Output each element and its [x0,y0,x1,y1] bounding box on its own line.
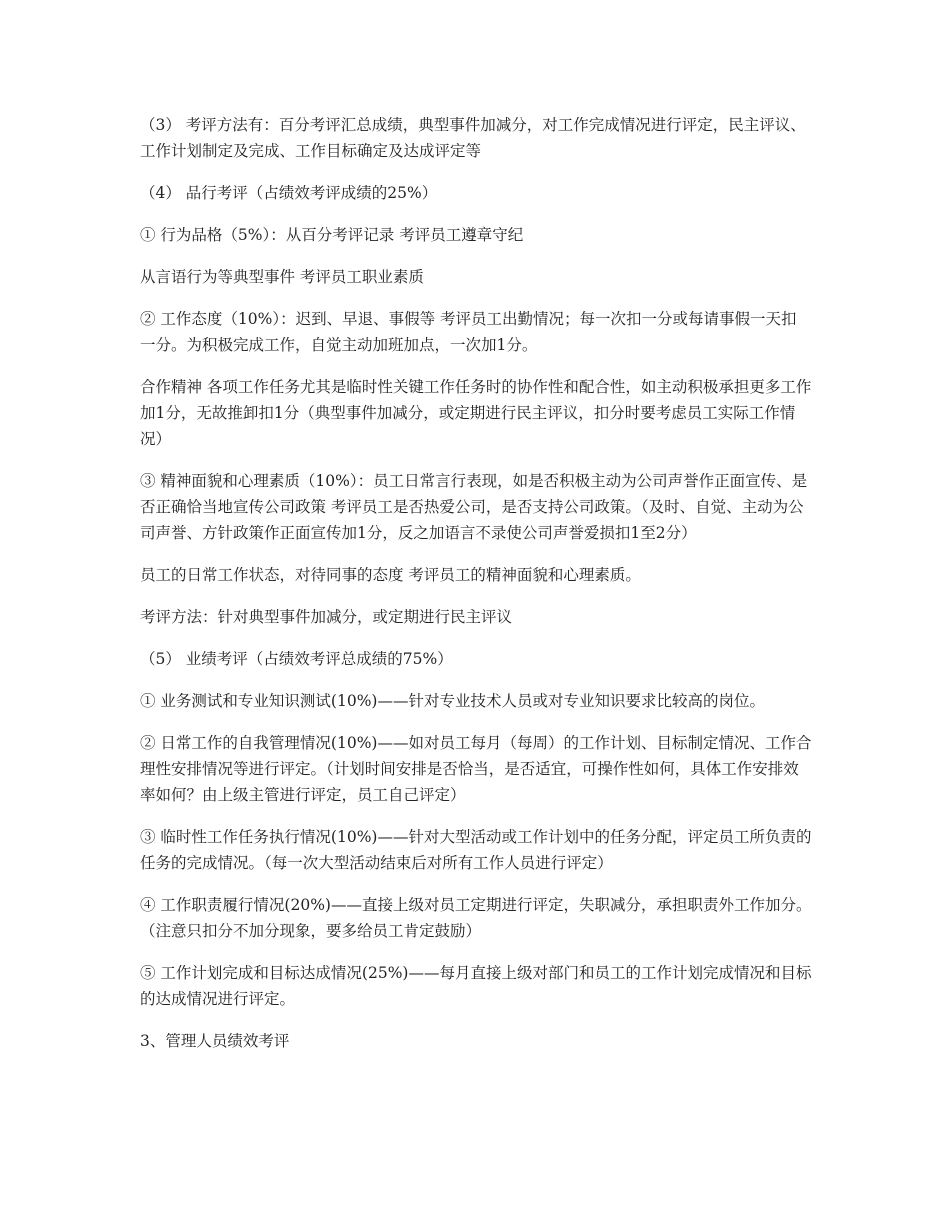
paragraph-teamwork: 合作精神 各项工作任务尤其是临时性关键工作任务时的协作性和配合性，如主动积极承担更多工作加1分，无故推卸扣1分（典型事件加减分，或定期进行民主评议，扣分时要考虑员工实际工作情况） [140,378,812,448]
heading-manager-evaluation: 3、管理人员绩效考评 [140,1032,290,1050]
paragraph-plan-completion: ⑤ 工作计划完成和目标达成情况(25%)——每月直接上级对部门和员工的工作计划完成情况和目标的达成情况进行评定。 [140,964,812,1008]
paragraph-temporary-tasks: ③ 临时性工作任务执行情况(10%)——针对大型活动或工作计划中的任务分配，评定员工所负责的任务的完成情况。（每一次大型活动结束后对所有工作人员进行评定） [140,828,812,872]
paragraph-daily-work-state: 员工的日常工作状态，对待同事的态度 考评员工的精神面貌和心理素质。 [140,566,641,584]
paragraph-behavior-character: ① 行为品格（5%）：从百分考评记录 考评员工遵章守纪 [140,226,524,244]
document-page [140,112,812,1070]
paragraph-job-duties: ④ 工作职责履行情况(20%)——直接上级对员工定期进行评定，失职减分，承担职责外工作加分。（注意只扣分不加分现象，要多给员工肯定鼓励） [140,896,812,940]
paragraph-evaluation-method-note: 考评方法：针对典型事件加减分，或定期进行民主评议 [140,608,513,626]
heading-performance-evaluation: （5） 业绩考评（占绩效考评总成绩的75%） [140,650,453,668]
paragraph-evaluation-methods: （3） 考评方法有：百分考评汇总成绩，典型事件加减分，对工作完成情况进行评定，民主评议、工作计划制定及完成、工作目标确定及达成评定等 [140,116,806,160]
paragraph-business-test: ① 业务测试和专业知识测试(10%)——针对专业技术人员或对专业知识要求比较高的岗位。 [140,692,765,710]
heading-conduct-evaluation: （4） 品行考评（占绩效考评成绩的25%） [140,184,438,202]
paragraph-self-management: ② 日常工作的自我管理情况(10%)——如对员工每月（每周）的工作计划、目标制定情况、工作合理性安排情况等进行评定。（计划时间安排是否恰当，是否适宜，可操作性如何，具体工作安排效率如何？由上级主管进行评定，员工自己评定） [140,734,812,804]
paragraph-work-attitude: ② 工作态度（10%）：迟到、早退、事假等 考评员工出勤情况；每一次扣一分或每请事假一天扣一分。为积极完成工作，自觉主动加班加点，一次加1分。 [140,310,797,354]
paragraph-professional-quality: 从言语行为等典型事件 考评员工职业素质 [140,268,424,286]
paragraph-mental-outlook: ③ 精神面貌和心理素质（10%）：员工日常言行表现，如是否积极主动为公司声誉作正面宣传、是否正确恰当地宣传公司政策 考评员工是否热爱公司，是否支持公司政策。（及时、自觉、主动为公司声誉、方针政策作正面宣传加1分，反之加语言不录使公司声誉爱损扣1至2分） [140,472,808,542]
